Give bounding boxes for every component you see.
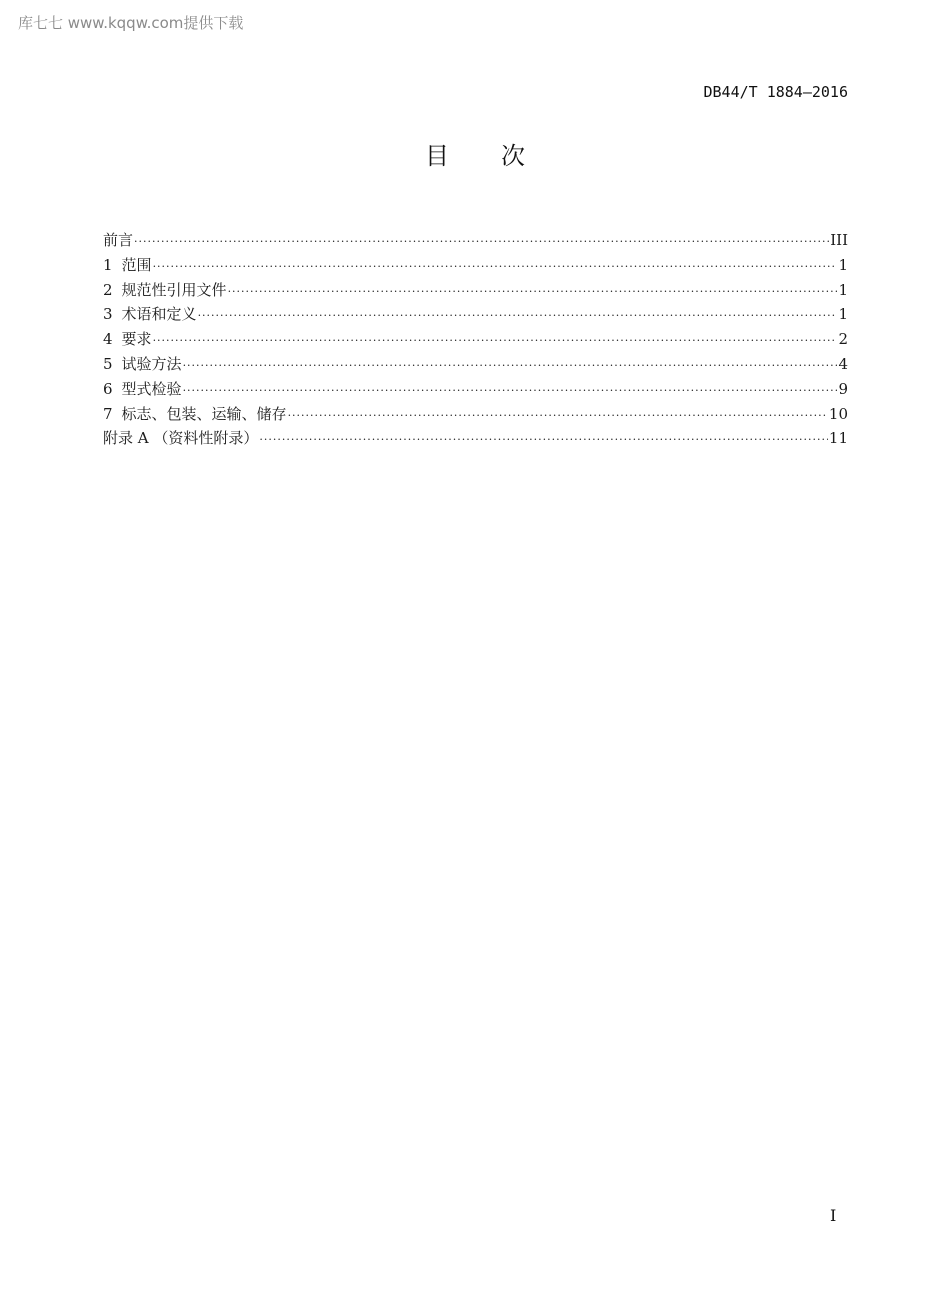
toc-entry-scope[interactable] — [103, 253, 848, 278]
toc-entry-number: 5 — [103, 354, 113, 373]
table-of-contents — [103, 228, 848, 451]
watermark-text: 库七七 www.kqqw.com提供下载 — [18, 14, 244, 32]
toc-leader-dots — [134, 230, 829, 255]
toc-entry-label: 要求 — [121, 330, 152, 349]
toc-entry-page: 1 — [838, 305, 848, 324]
toc-leader-dots — [228, 280, 838, 305]
toc-leader-dots — [198, 304, 838, 329]
toc-entry-label: 前言 — [103, 231, 134, 249]
toc-entry-type-inspection[interactable] — [103, 377, 848, 402]
toc-leader-dots — [183, 354, 838, 379]
toc-entry-page: 10 — [828, 404, 848, 423]
toc-entry-foreword[interactable] — [103, 228, 848, 253]
toc-leader-dots — [153, 255, 838, 280]
toc-entry-page: III — [830, 231, 848, 249]
toc-leader-dots — [259, 428, 828, 453]
toc-entry-page: 4 — [838, 354, 848, 373]
toc-entry-requirements[interactable] — [103, 327, 848, 352]
toc-entry-label: 术语和定义 — [121, 305, 197, 324]
toc-leader-dots — [153, 329, 838, 354]
page-number: I — [830, 1206, 837, 1225]
toc-entry-test-methods[interactable] — [103, 352, 848, 377]
toc-entry-label: 附录 A （资料性附录） — [103, 429, 259, 448]
toc-entry-page: 9 — [838, 379, 848, 398]
toc-entry-marking-packaging[interactable] — [103, 402, 848, 427]
toc-entry-page: 2 — [838, 330, 848, 349]
toc-entry-page: 1 — [838, 255, 848, 274]
toc-entry-number: 6 — [103, 379, 113, 398]
toc-entry-label: 范围 — [121, 255, 152, 274]
toc-title-char-1: 目 — [425, 142, 449, 170]
toc-title-char-2: 次 — [501, 142, 525, 170]
toc-entry-label: 规范性引用文件 — [121, 280, 227, 299]
toc-entry-number: 4 — [103, 330, 113, 349]
toc-entry-terms-definitions[interactable] — [103, 302, 848, 327]
toc-entry-number: 3 — [103, 305, 113, 324]
toc-entry-label: 试验方法 — [121, 354, 182, 373]
toc-entry-number: 1 — [103, 255, 113, 274]
toc-entry-page: 11 — [828, 429, 848, 448]
toc-entry-number: 7 — [103, 404, 113, 423]
toc-leader-dots — [288, 404, 828, 429]
toc-title — [0, 136, 950, 171]
toc-entry-page: 1 — [838, 280, 848, 299]
document-code: DB44/T 1884—2016 — [703, 83, 848, 101]
toc-entry-appendix-a[interactable] — [103, 426, 848, 451]
toc-leader-dots — [183, 379, 838, 404]
toc-entry-number: 2 — [103, 280, 113, 299]
toc-entry-label: 标志、包装、运输、储存 — [121, 404, 287, 423]
toc-entry-label: 型式检验 — [121, 379, 182, 398]
toc-entry-normative-references[interactable] — [103, 278, 848, 303]
